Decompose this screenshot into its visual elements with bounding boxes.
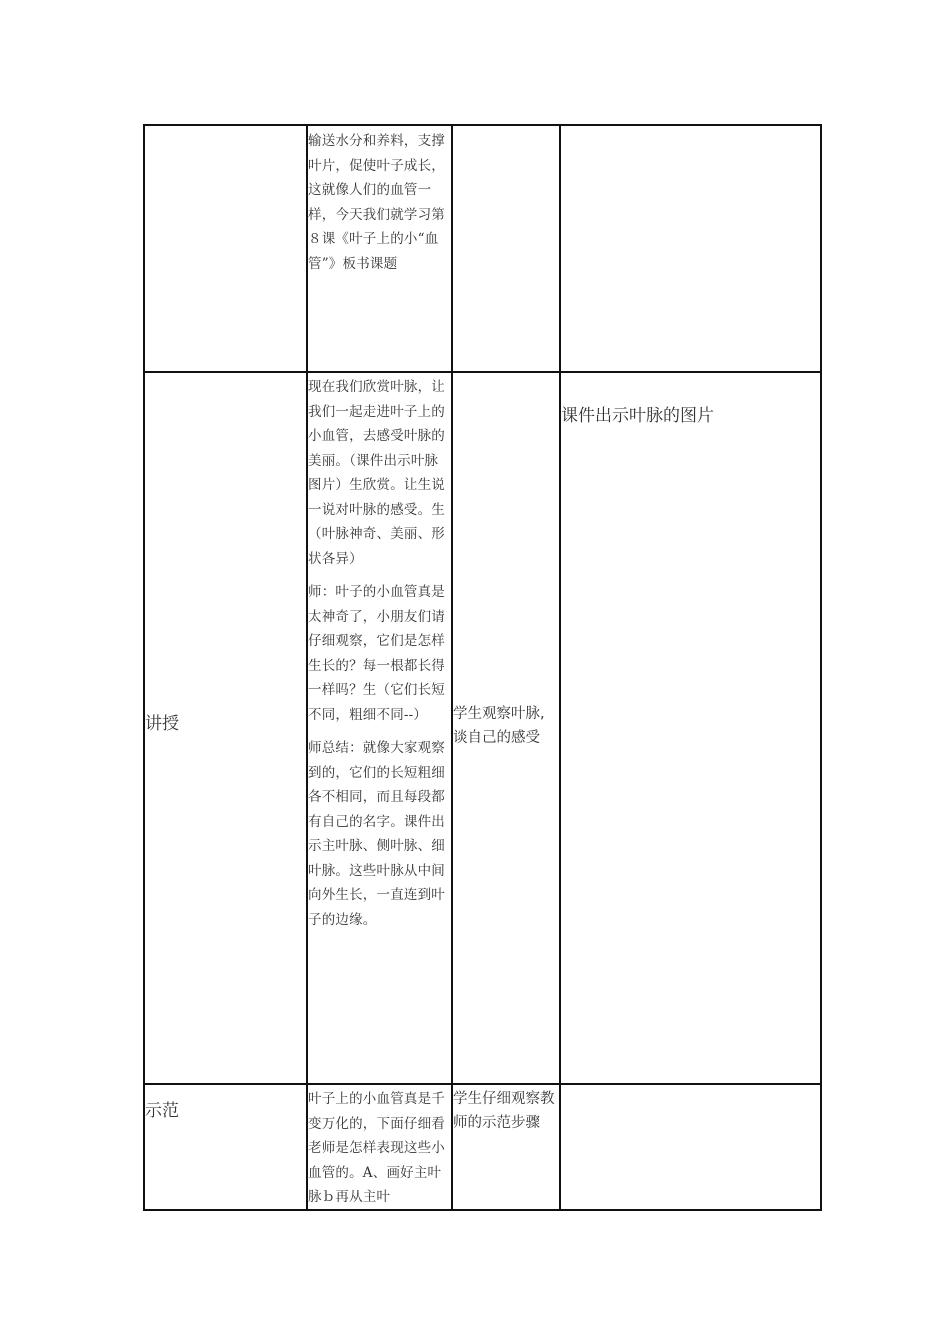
row2-teacher-paragraph-3: 师总结：就像大家观察到的，它们的长短粗细各不相同，而且每段都有自己的名字。课件出示主叶脉、侧叶脉、细叶脉。这些叶脉从中间向外生长，一直连到叶子的边缘。: [308, 740, 445, 928]
row2-media-text: 课件出示叶脉的图片: [561, 406, 714, 426]
row1-stage-cell: [145, 126, 306, 371]
row3-teacher-paragraph-1: 叶子上的小血管真是千变万化的，下面仔细看老师是怎样表现这些小血管的。A、画好主叶脉ｂ再从主叶: [308, 1091, 445, 1205]
row2-student-cell: [453, 702, 559, 762]
row3-media-cell: [561, 1085, 820, 1209]
row1-teacher-paragraph-1: 输送水分和养料，支撑叶片，促使叶子成长，这就像人们的血管一样，今天我们就学习第８课《叶子上的小“血管”》板书课题: [308, 133, 445, 272]
row1-student-cell: [453, 126, 559, 371]
row2-teacher-paragraph-1: 现在我们欣赏叶脉，让我们一起走进叶子上的小血管，去感受叶脉的美丽。（课件出示叶脉图片）生欣赏。让生说一说对叶脉的感受。生（叶脉神奇、美丽、形状各异）: [308, 379, 445, 567]
row2-stage-cell: [145, 712, 306, 742]
row1-teacher-cell: [308, 129, 451, 369]
row3-stage-cell: [145, 1099, 306, 1129]
row3-stage-text: 示范: [145, 1101, 179, 1121]
row2-stage-text: 讲授: [145, 714, 179, 734]
row1-media-cell: [561, 126, 820, 371]
row2-media-cell: [561, 404, 820, 434]
row-divider-1: [145, 371, 820, 373]
row3-student-text: 学生仔细观察教师的示范步骤: [453, 1091, 555, 1131]
row3-student-cell: [453, 1087, 559, 1177]
row2-teacher-paragraph-2: 师：叶子的小血管真是太神奇了，小朋友们请仔细观察，它们是怎样生长的？每一根都长得一样吗？生（它们长短不同，粗细不同--）: [308, 584, 445, 723]
row2-student-text: 学生观察叶脉,谈自己的感受: [453, 706, 545, 746]
lesson-plan-table: [143, 124, 822, 1211]
row3-teacher-cell: [308, 1087, 451, 1209]
row2-teacher-cell: [308, 375, 451, 1081]
